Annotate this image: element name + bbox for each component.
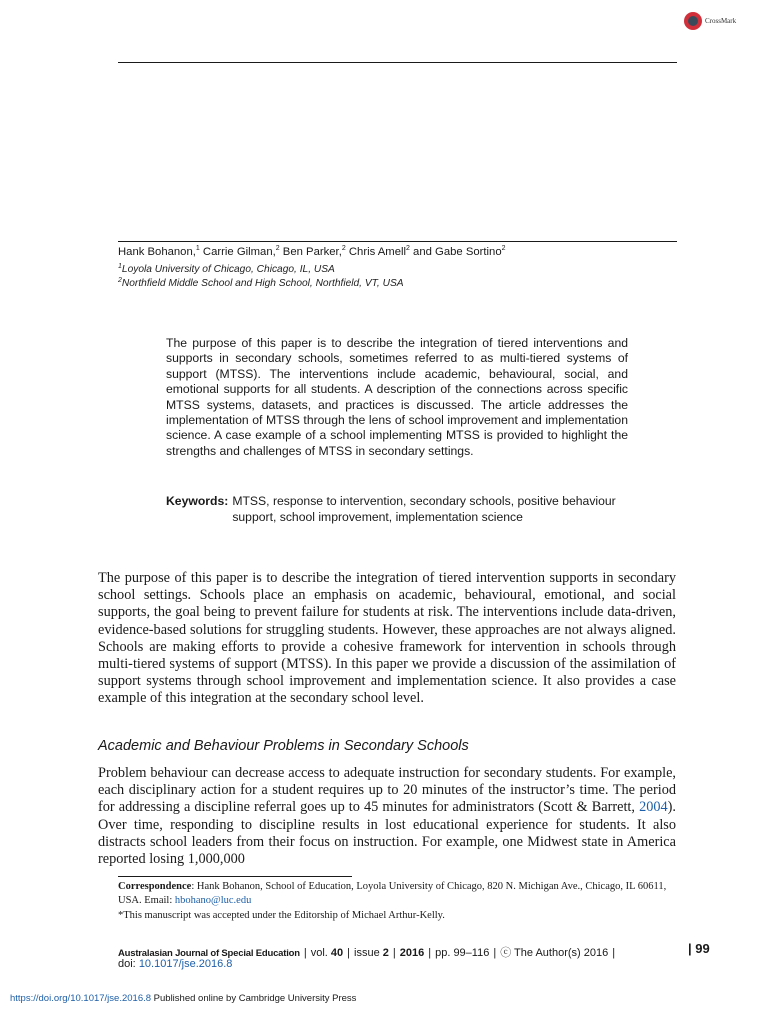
affiliation-sup: 1: [118, 263, 122, 270]
volume: 40: [330, 947, 344, 959]
volume-label: vol.: [310, 947, 328, 959]
affiliation-2: [118, 278, 404, 289]
doi-line: [118, 958, 232, 970]
doi-url-link[interactable]: https://doi.org/10.1017/jse.2016.8: [10, 993, 152, 1004]
affiliation-text: Northfield Middle School and High School, Northfield, VT, USA: [121, 278, 404, 289]
copyright: ⓒ The Author(s) 2016: [500, 947, 609, 959]
doi-link[interactable]: 10.1017/jse.2016.8: [138, 958, 233, 970]
author-name: Ben Parker,: [279, 246, 342, 258]
author-list: [118, 246, 506, 258]
top-rule: [118, 62, 677, 63]
author-name: Hank Bohanon,: [118, 246, 196, 258]
issue-label: issue: [354, 947, 380, 959]
intro-paragraph: The purpose of this paper is to describe the integration of tiered intervention supports in secondary school settings. Schools place an emphasis on academic, behavioural, emotional, and social supports, the goal being to prevent failure for students at risk. The interventions include data-driven, evidence-based solutions for struggling students. However, these approaches are not always aligned. Schools are making efforts to provide a cohesive framework for intervention in schools through multi-tiered systems of support (MTSS). In this paper we provide a discussion of the assimilation of support systems through school improvement and implementation science. It also provides a case example of this integration at the secondary school level.: [98, 570, 676, 707]
affiliation-1: [118, 264, 335, 275]
crossmark-label: CrossMark: [705, 17, 737, 25]
author-rule: [118, 241, 677, 242]
author-name: Carrie Gilman,: [199, 246, 276, 258]
paragraph-text: ). Over time, responding to discipline results in lost educational experience for students. It also distracts school leaders from their focus on instruction. For example, one Midwest state in America reported losing 1,000,000: [98, 799, 676, 868]
paragraph-text: Problem behaviour can decrease access to adequate instruction for secondary students. For example, each disciplinary action for a student requires up to 20 minutes of the instructor’s time. The period for addressing a discipline referral goes up to 45 minutes for administrators (Scott & Barrett,: [98, 765, 676, 816]
separator: |: [347, 947, 351, 959]
author-name: and Gabe Sortino: [409, 246, 502, 258]
body-paragraph: [98, 765, 676, 868]
journal-name: Australasian Journal of Special Education: [118, 948, 300, 959]
affiliation-text: Loyola University of Chicago, Chicago, IL, USA: [121, 264, 335, 275]
keywords-text: MTSS, response to intervention, secondary schools, positive behaviour support, school improvement, implementation science: [232, 494, 616, 524]
issue: 2: [382, 947, 389, 959]
separator: |: [493, 947, 497, 959]
abstract: The purpose of this paper is to describe the integration of tiered interventions and supports in secondary schools, sometimes referred to as multi-tiered systems of support (MTSS). The interventions include academic, behavioural, social, and emotional supports for all students. A description of the connections across specific MTSS systems, datasets, and practices is discussed. The article addresses the implementation of MTSS through the lens of school improvement and implementation science. A case example of a school implementing MTSS is provided to highlight the strengths and challenges of MTSS in secondary settings.: [166, 336, 628, 458]
separator: |: [428, 947, 432, 959]
year: 2016: [399, 947, 425, 959]
crossmark-icon: [684, 12, 702, 30]
pages: pp. 99–116: [435, 947, 490, 959]
citation-link[interactable]: 2004: [639, 799, 668, 816]
keywords: [166, 493, 628, 525]
author-affil-sup: 1: [195, 245, 200, 252]
correspondence-note: [118, 880, 678, 908]
correspondence-label: Correspondence: [118, 881, 192, 892]
page-number-value: 99: [695, 941, 710, 956]
page-number: [688, 941, 710, 956]
author-affil-sup: 2: [406, 245, 410, 252]
editorship-note: *This manuscript was accepted under the Editorship of Michael Arthur-Kelly.: [118, 910, 445, 921]
crossmark-badge[interactable]: [684, 12, 736, 30]
doi-label: doi:: [118, 958, 136, 970]
published-online-line: [10, 993, 356, 1004]
separator: |: [688, 941, 696, 956]
author-affil-sup: 2: [501, 245, 506, 252]
published-text: Published online by Cambridge University Press: [151, 993, 357, 1004]
footnote-rule: [118, 876, 352, 877]
email-link[interactable]: hbohano@luc.edu: [174, 895, 252, 906]
author-affil-sup: 2: [275, 245, 280, 252]
author-name: Chris Amell: [345, 246, 407, 258]
correspondence-text: : Hank Bohanon, School of Education, Loyola University of Chicago, 820 N. Michigan Ave., Chicago, IL 60611, USA. Email:: [118, 881, 667, 906]
keywords-label: Keywords:: [166, 494, 229, 508]
separator: |: [303, 947, 307, 959]
author-affil-sup: 2: [341, 245, 346, 252]
affiliation-sup: 2: [118, 277, 122, 284]
separator: |: [392, 947, 396, 959]
separator: |: [612, 947, 616, 959]
section-heading: Academic and Behaviour Problems in Secondary Schools: [98, 738, 469, 754]
